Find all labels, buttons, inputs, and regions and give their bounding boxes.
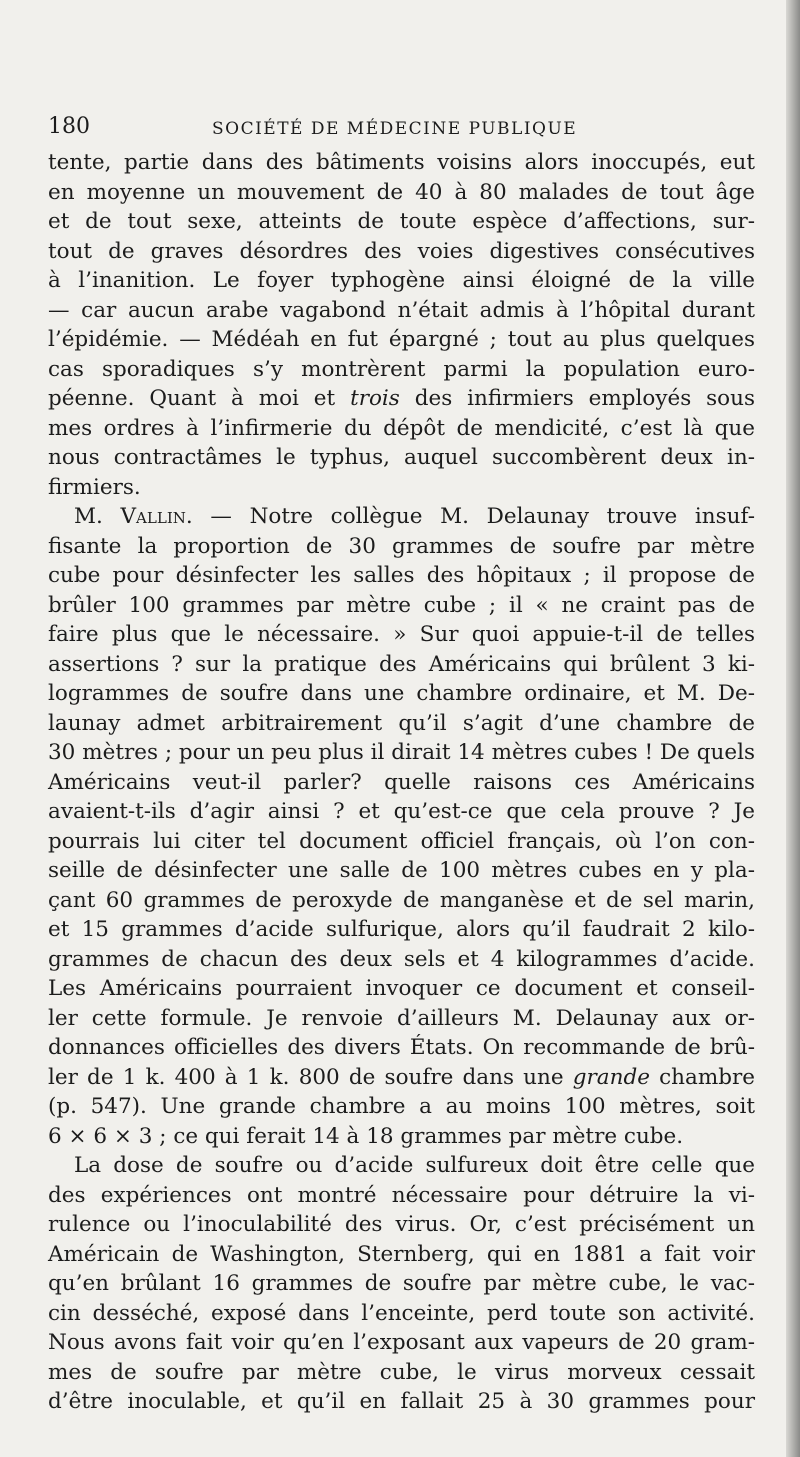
text-line — [48, 502, 755, 532]
text-line: faire plus que le nécessaire. » Sur quoi appuie-t-il de telles — [48, 622, 755, 647]
body-text — [48, 148, 755, 1417]
text-line: cas sporadiques s’y montrèrent parmi la population euro- — [48, 356, 755, 382]
page-header — [48, 112, 758, 142]
text-line: à l’inanition. Le foyer typhogène ainsi éloigné de la ville — [48, 268, 755, 293]
text-run: chambre — [649, 1064, 755, 1090]
text-run: — Notre collègue M. Delaunay trouve insuf- — [192, 504, 755, 529]
text-line: et de tout sexe, atteints de toute espèce d’affections, sur- — [48, 209, 755, 234]
text-line: 30 mètres ; pour un peu plus il dirait 14 mètres cubes ! De quels — [48, 740, 755, 765]
text-line: La dose de soufre ou d’acide sulfureux doit être celle que — [74, 1153, 755, 1178]
paragraph-3 — [48, 1151, 755, 1417]
text-line: firmiers. — [48, 474, 141, 500]
text-line: (p. 547). Une grande chambre a au moins 100 mètres, soit — [48, 1094, 755, 1119]
book-spine-shadow — [786, 0, 800, 1457]
page-number: 180 — [48, 114, 90, 139]
text-line: tente, partie dans des bâtiments voisins alors inoccupés, eut — [48, 150, 755, 175]
text-line: Nous avons fait voir qu’en l’exposant aux vapeurs de 20 gram- — [48, 1330, 755, 1355]
text-line: avaient-t-ils d’agir ainsi ? et qu’est-ce que cela prouve ? Je — [48, 799, 755, 824]
text-line: — car aucun arabe vagabond n’était admis à l’hôpital durant — [48, 297, 755, 323]
text-line: qu’en brûlant 16 grammes de soufre par mètre cube, le vac- — [48, 1271, 755, 1296]
text-line — [48, 1063, 755, 1093]
text-line: pourrais lui citer tel document officiel français, où l’on con- — [48, 828, 755, 854]
text-line: logrammes de soufre dans une chambre ordinaire, et M. De- — [48, 681, 755, 706]
text-line: et 15 grammes d’acide sulfurique, alors qu’il faudrait 2 kilo- — [48, 917, 755, 942]
text-line: Américain de Washington, Sternberg, qui en 1881 a fait voir — [48, 1241, 755, 1267]
text-line: donnances officielles des divers États. On recommande de brû- — [48, 1035, 755, 1060]
running-title: SOCIÉTÉ DE MÉDECINE PUBLIQUE — [212, 119, 578, 139]
text-line — [48, 384, 755, 414]
paragraph-2 — [48, 502, 755, 1151]
text-line: des expériences ont montré nécessaire pour détruire la vi- — [48, 1182, 755, 1208]
text-run: ler de 1 k. 400 à 1 k. 800 de soufre dans une — [48, 1064, 573, 1090]
text-line: cin desséché, exposé dans l’enceinte, perd toute son activité. — [48, 1300, 755, 1326]
text-line: brûler 100 grammes par mètre cube ; il « ne craint pas de — [48, 592, 755, 618]
text-line: seille de désinfecter une salle de 100 mètres cubes en y pla- — [48, 858, 755, 883]
text-run: péenne. Quant à moi et — [48, 386, 351, 411]
text-line: cube pour désinfecter les salles des hôpitaux ; il propose de — [48, 563, 755, 588]
text-line: ler cette formule. Je renvoie d’ailleurs M. Delaunay aux or- — [48, 1005, 755, 1031]
text-line: mes de soufre par mètre cube, le virus morveux cessait — [48, 1359, 755, 1385]
text-line: 6 × 6 × 3 ; ce qui ferait 14 à 18 grammes par mètre cube. — [48, 1123, 684, 1149]
text-line: Américains veut-il parler? quelle raisons ces Américains — [48, 769, 755, 795]
text-line: fisante la proportion de 30 grammes de soufre par mètre — [48, 533, 755, 559]
italic-word: trois — [350, 386, 400, 411]
text-line: Les Américains pourraient invoquer ce document et conseil- — [48, 976, 755, 1001]
text-line: tout de graves désordres des voies digestives consécutives — [48, 238, 755, 264]
text-line: d’être inoculable, et qu’il en fallait 25 à 30 grammes pour — [48, 1389, 755, 1414]
text-line: çant 60 grammes de peroxyde de manganèse et de sel marin, — [48, 887, 755, 913]
text-line: assertions ? sur la pratique des Américains qui brûlent 3 ki- — [48, 651, 755, 677]
text-run: des infirmiers employés sous — [399, 386, 755, 411]
text-line: rulence ou l’inoculabilité des virus. Or, c’est précisément un — [48, 1212, 755, 1237]
text-line: l’épidémie. — Médéah en fut épargné ; tout au plus quelques — [48, 327, 755, 352]
italic-word: grande — [572, 1064, 650, 1090]
speaker-name: M. Vallin. — [74, 504, 193, 529]
text-line: en moyenne un mouvement de 40 à 80 malades de tout âge — [48, 179, 755, 205]
paragraph-1 — [48, 148, 755, 502]
text-line: grammes de chacun des deux sels et 4 kilogrammes d’acide. — [48, 946, 755, 972]
text-line: nous contractâmes le typhus, auquel succombèrent deux in- — [48, 445, 755, 470]
text-line: mes ordres à l’infirmerie du dépôt de mendicité, c’est là que — [48, 415, 755, 441]
text-line: launay admet arbitrairement qu’il s’agit d’une chambre de — [48, 710, 755, 736]
